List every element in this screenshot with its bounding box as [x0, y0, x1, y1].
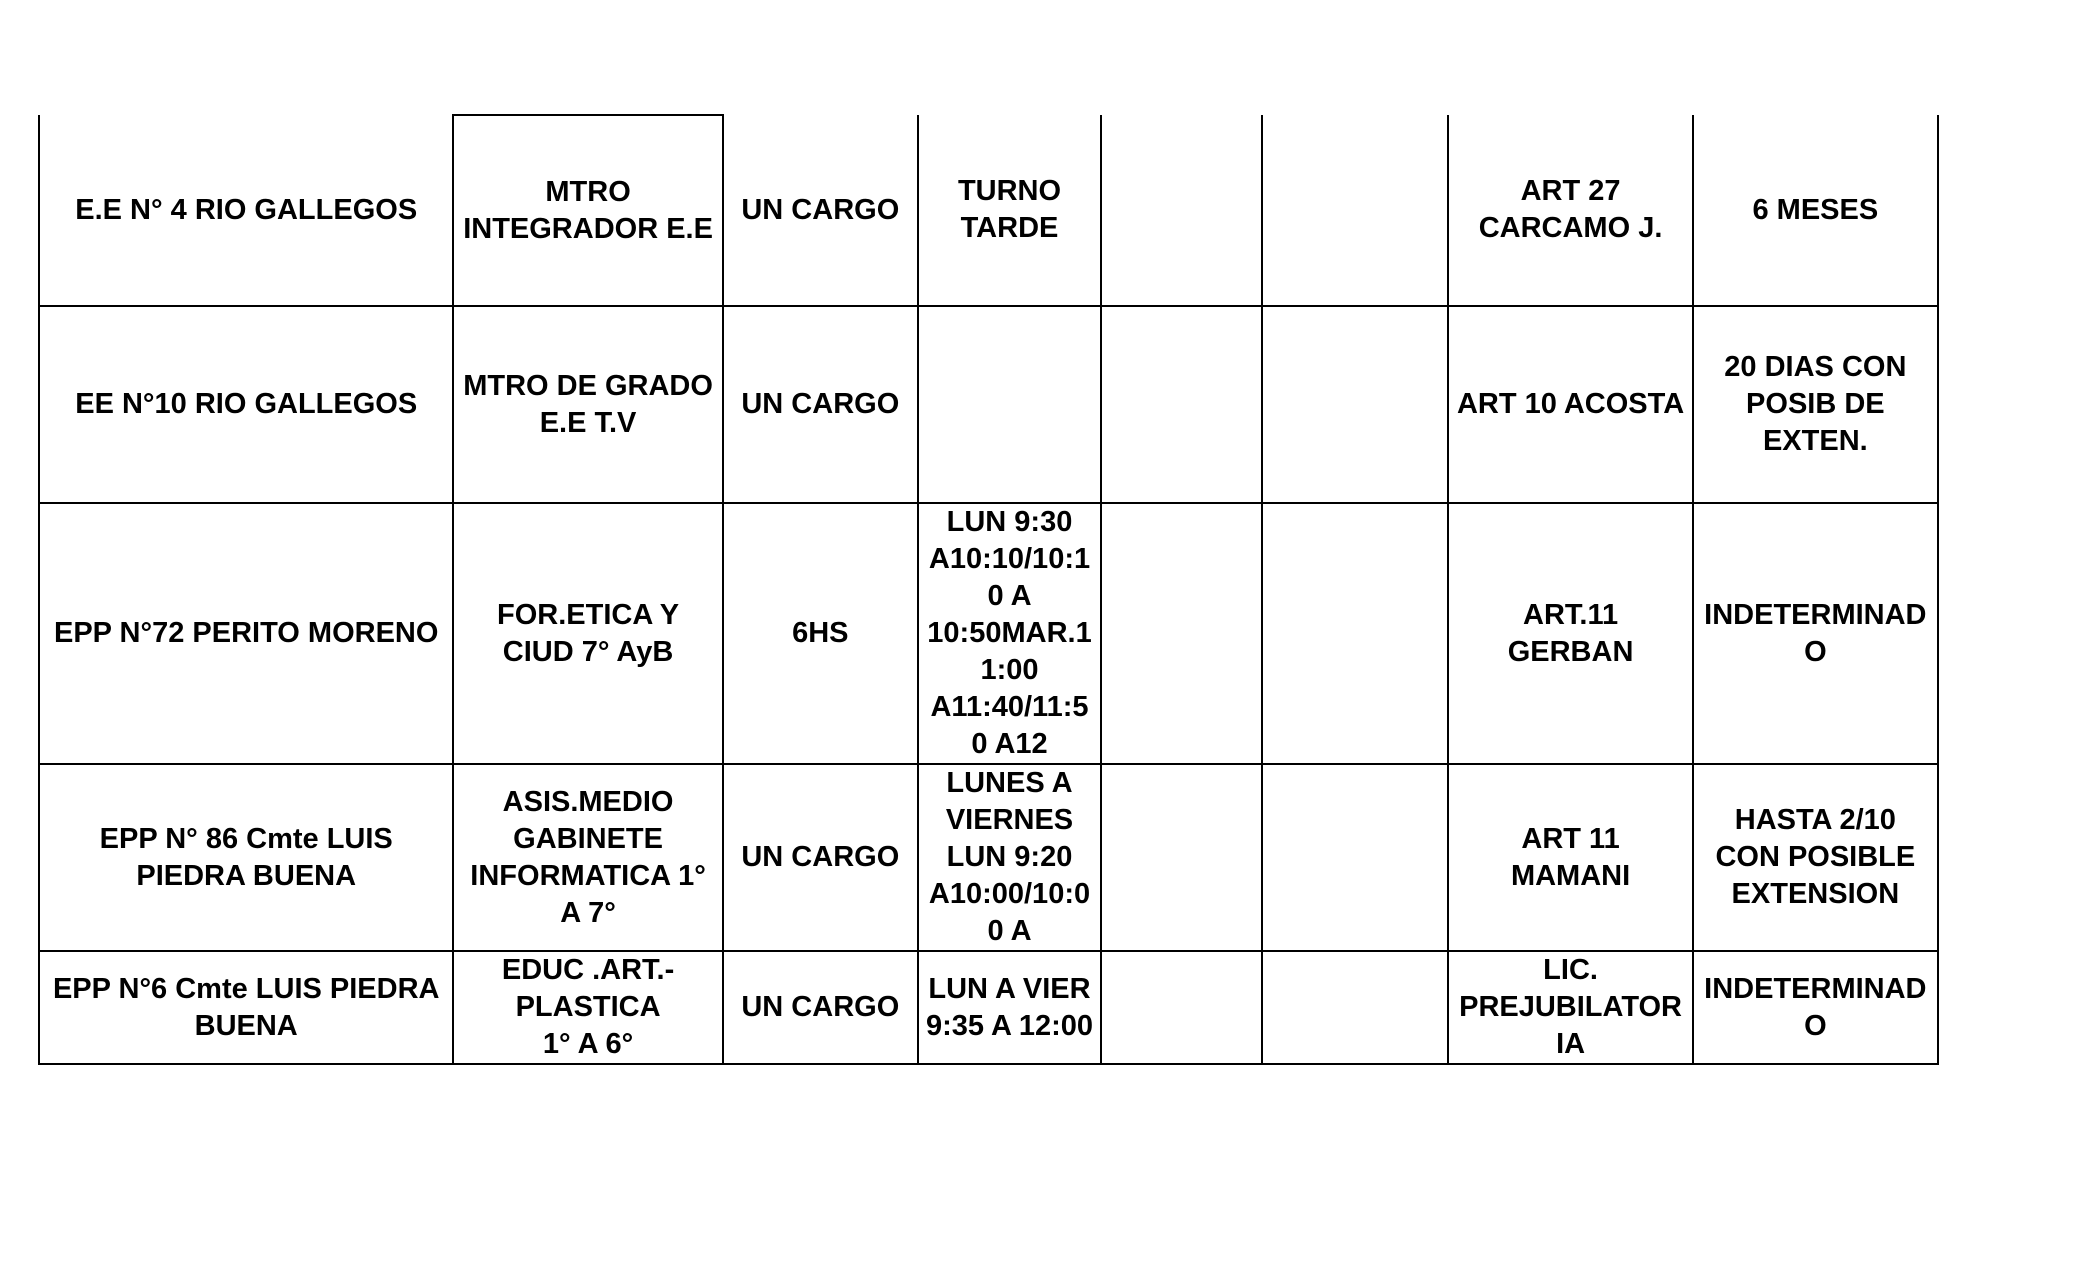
- schedule-text: LUNES A VIERNES LUN 9:20 A10:00/10:0 0 A: [928, 767, 1091, 947]
- position-cell: [453, 115, 722, 306]
- school-text: EPP N° 86 Cmte LUIS PIEDRA BUENA: [99, 822, 393, 892]
- reason-text: ART.11 GERBAN: [1507, 598, 1634, 668]
- duration-text: 6 MESES: [1752, 193, 1879, 226]
- reason-cell: [1448, 503, 1692, 764]
- empty-cell: [1262, 503, 1448, 764]
- reason-cell: [1448, 115, 1692, 306]
- duration-cell: [1693, 764, 1938, 951]
- duration-cell: [1693, 115, 1938, 306]
- position-cell: [453, 764, 722, 951]
- school-cell: [39, 951, 453, 1064]
- table-row: [39, 115, 1938, 306]
- school-cell: [39, 764, 453, 951]
- table-row: [39, 503, 1938, 764]
- schedule-text: TURNO TARDE: [957, 175, 1062, 244]
- vacancy-table: [38, 114, 1939, 1065]
- duration-text: 20 DIAS CON POSIB DE EXTEN.: [1724, 351, 1907, 457]
- schedule-cell: [918, 306, 1101, 503]
- table-row: [39, 951, 1938, 1064]
- empty-cell: [1262, 764, 1448, 951]
- duration-text: HASTA 2/10 CON POSIBLE EXTENSION: [1715, 804, 1916, 910]
- empty-cell: [1101, 503, 1262, 764]
- reason-text: ART 11 MAMANI: [1510, 822, 1631, 892]
- position-text: FOR.ETICA Y CIUD 7° AyB: [497, 598, 680, 668]
- empty-cell: [1101, 306, 1262, 503]
- school-cell: [39, 306, 453, 503]
- reason-text: ART 27 CARCAMO J.: [1478, 175, 1663, 244]
- table-row: [39, 306, 1938, 503]
- school-cell: [39, 115, 453, 306]
- schedule-cell: [918, 115, 1101, 306]
- position-text: ASIS.MEDIO GABINETE INFORMATICA 1° A 7°: [470, 785, 706, 929]
- duration-cell: [1693, 306, 1938, 503]
- quantity-cell: [723, 306, 918, 503]
- quantity-text: UN CARGO: [741, 193, 900, 226]
- reason-cell: [1448, 951, 1692, 1064]
- empty-cell: [1262, 951, 1448, 1064]
- reason-cell: [1448, 306, 1692, 503]
- quantity-cell: [723, 503, 918, 764]
- schedule-text: LUN A VIER 9:35 A 12:00: [925, 972, 1094, 1042]
- schedule-text: LUN 9:30 A10:10/10:1 0 A 10:50MAR.1 1:00 A11:40/11:5 0 A12: [927, 506, 1092, 760]
- position-cell: [453, 951, 722, 1064]
- empty-cell: [1101, 951, 1262, 1064]
- school-cell: [39, 503, 453, 764]
- duration-cell: [1693, 951, 1938, 1064]
- empty-cell: [1262, 115, 1448, 306]
- schedule-cell: [918, 764, 1101, 951]
- table-row: [39, 764, 1938, 951]
- reason-text: ART 10 ACOSTA: [1456, 388, 1685, 420]
- school-text: EPP N°72 PERITO MORENO: [54, 617, 439, 649]
- school-text: EPP N°6 Cmte LUIS PIEDRA BUENA: [52, 972, 440, 1042]
- reason-text: LIC. PREJUBILATOR IA: [1459, 954, 1683, 1060]
- empty-cell: [1101, 115, 1262, 306]
- duration-text: INDETERMINAD O: [1704, 972, 1927, 1042]
- position-cell: [453, 503, 722, 764]
- quantity-text: UN CARGO: [741, 388, 900, 420]
- schedule-cell: [918, 503, 1101, 764]
- position-text: EDUC .ART.- PLASTICA 1° A 6°: [501, 954, 675, 1060]
- quantity-cell: [723, 951, 918, 1064]
- quantity-cell: [723, 764, 918, 951]
- quantity-text: UN CARGO: [741, 841, 900, 873]
- schedule-cell: [918, 951, 1101, 1064]
- empty-cell: [1101, 764, 1262, 951]
- position-text: MTRO INTEGRADOR E.E: [463, 175, 713, 245]
- duration-text: INDETERMINAD O: [1704, 598, 1927, 668]
- school-text: E.E N° 4 RIO GALLEGOS: [75, 193, 418, 226]
- position-cell: [453, 306, 722, 503]
- quantity-text: 6HS: [792, 617, 849, 649]
- empty-cell: [1262, 306, 1448, 503]
- duration-cell: [1693, 503, 1938, 764]
- reason-cell: [1448, 764, 1692, 951]
- position-text: MTRO DE GRADO E.E T.V: [463, 369, 713, 439]
- school-text: EE N°10 RIO GALLEGOS: [75, 388, 418, 420]
- quantity-text: UN CARGO: [741, 991, 900, 1023]
- quantity-cell: [723, 115, 918, 306]
